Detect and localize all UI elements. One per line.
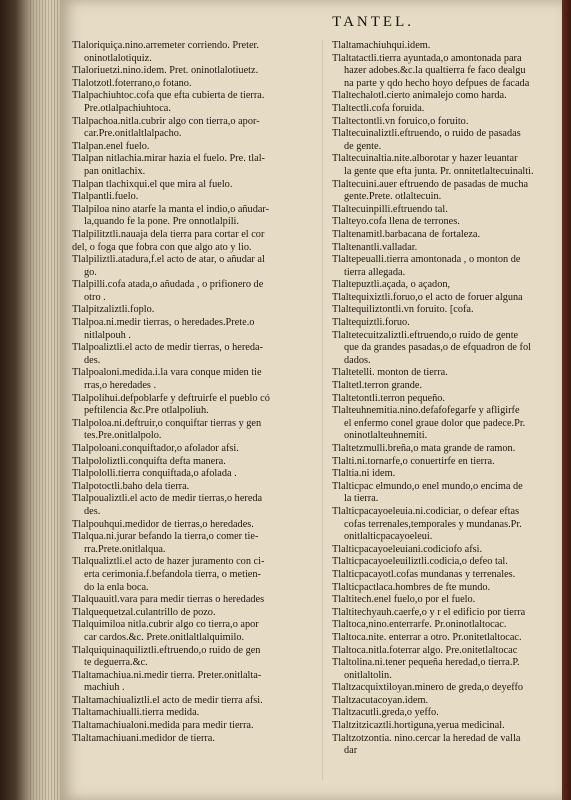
dictionary-line: Tlaltoca,nino.enterrarfe. Pr.oninotlaltocac. bbox=[332, 619, 507, 631]
dictionary-line: Tlalpololli.tierra conquiftada,o afolada . bbox=[72, 468, 237, 480]
book-cover-edge bbox=[561, 0, 571, 800]
dictionary-line: Tlaltia.ni idem. bbox=[332, 468, 396, 480]
dictionary-line: Tlalteyo.cofa llena de terrones. bbox=[332, 216, 460, 228]
dictionary-line: tierra allegada. bbox=[344, 266, 406, 278]
dictionary-line: Tlalpotoctli.baho dela tierra. bbox=[72, 480, 190, 492]
dictionary-line: Tlalpan.enel fuelo. bbox=[72, 140, 150, 152]
dictionary-line: de gente. bbox=[344, 140, 382, 152]
dictionary-line: la,quando fe la pone. Pre onnotlalpili. bbox=[84, 216, 239, 228]
dictionary-line: Tlaltoca.nitla.foterrar algo. Pre.onitetlaltocac bbox=[332, 644, 518, 656]
dictionary-line: Tlaltamachiualoni.medida para medir tierra. bbox=[72, 720, 254, 732]
dictionary-line: Tlaloriquiça.nino.arremeter corriendo. Preter. bbox=[72, 40, 259, 51]
dictionary-line: Tlalpoaloni.medida.i.la vara conque miden tie bbox=[72, 367, 262, 379]
dictionary-line: gente.Prete. otlaltecuin. bbox=[344, 191, 442, 203]
dictionary-line: que da grandes pasadas,o de efquadron de fol bbox=[344, 342, 531, 354]
dictionary-line: Tlalticpacayoeleuiani.codiciofo afsi. bbox=[332, 543, 483, 555]
dictionary-line: Tlalti.ni.tornarfe,o conuertirfe en tierra. bbox=[332, 455, 495, 467]
dictionary-line: Tlalpiloa nino atarfe la manta el indio,o añudar- bbox=[72, 203, 270, 215]
dictionary-line: Tlaltzacquixtiloyan.minero de greda,o deyeffo bbox=[332, 682, 524, 694]
dictionary-line: Tlalticpacayoeleuia.ni.codiciar, o defear eftas bbox=[332, 505, 520, 517]
dictionary-line: del, o foga que fobra con que algo ato y lio. bbox=[72, 241, 252, 253]
dictionary-line: des. bbox=[84, 354, 101, 366]
dictionary-line: Tlaltetecuitzaliztli.eftruendo,o ruido de gente bbox=[332, 329, 519, 341]
dictionary-line: rra.Prete.onitlalqua. bbox=[84, 543, 166, 555]
right-column bbox=[332, 40, 554, 758]
book-page-edges bbox=[0, 0, 62, 800]
dictionary-line: Tlalotzotl.foterrano,o fotano. bbox=[72, 77, 192, 89]
dictionary-line: Tlaltequiztli.foruo. bbox=[332, 317, 410, 329]
dictionary-line: car.Pre.onitlaltlalpacho. bbox=[84, 128, 182, 140]
dictionary-line: Tlalpolihui.defpoblarfe y deftruirfe el pueblo có bbox=[72, 392, 270, 404]
dictionary-line: la gente que efta junta. Pr. onnitetlaltecuinaltì. bbox=[344, 165, 534, 177]
dictionary-line: Tlalquiquinaquiliztli.eftruendo,o ruido de gen bbox=[72, 644, 261, 656]
dictionary-line: Tlaltenantli.valladar. bbox=[332, 241, 418, 253]
dictionary-line: Tlaltetontli.terron pequeño. bbox=[332, 392, 445, 404]
dictionary-line: Tlaltzacutli.greda,o yeffo. bbox=[332, 707, 439, 719]
dictionary-line: Tlalpoloani.conquiftador,o afolador afsi. bbox=[72, 443, 239, 454]
dictionary-line: Tlaltectli.cofa foruida. bbox=[332, 102, 425, 114]
dictionary-line: Tlaltolina.ni.tener pequeña heredad,o tierra.P. bbox=[332, 657, 520, 669]
dictionary-line: otro . bbox=[84, 291, 106, 303]
dictionary-line: Tlalqualiztli.el acto de hazer juramento con ci- bbox=[72, 556, 265, 568]
dictionary-line: Tlaltatactli.tierra ayuntada,o amontonada para bbox=[332, 52, 522, 64]
dictionary-line: Tlaltamachiualli.tierra medida. bbox=[72, 707, 200, 719]
dictionary-line: na parte y qdo hecho hoyo defpues de facada bbox=[344, 77, 530, 89]
dictionary-line: oninotlalotiquiz. bbox=[84, 52, 152, 64]
dictionary-line: Tlalpilli.cofa atada,o añudada , o prifionero de bbox=[72, 279, 264, 291]
dictionary-line: Tlaltequiliztontli.vn foruito. [cofa. bbox=[332, 304, 474, 316]
dictionary-line: Tlalticpacayotl.cofas mundanas y terrenales. bbox=[332, 568, 516, 580]
dictionary-line: do la enla boca. bbox=[84, 581, 149, 593]
dictionary-line: Tlaltecuini.auer eftruendo de pasadas de mucha bbox=[332, 178, 529, 190]
dictionary-line: Tlaltamachiualiztli.el acto de medir tierra afsi. bbox=[72, 694, 263, 706]
dictionary-line: Tlaltecuinpilli.eftruendo tal. bbox=[332, 203, 448, 215]
left-column bbox=[72, 40, 314, 745]
dictionary-line: des. bbox=[84, 505, 101, 517]
dictionary-line: Tlaltitechyauh.caerfe,o y r el edificio por tierra bbox=[332, 606, 526, 618]
dictionary-line: Tlaltetl.terron grande. bbox=[332, 380, 423, 392]
dictionary-line: la tierra. bbox=[344, 493, 379, 505]
dictionary-line: Pre.otlalpachiuhtoca. bbox=[84, 102, 171, 114]
dictionary-line: pan onitlachix. bbox=[84, 165, 146, 177]
dictionary-line: car cardos.&c. Prete.onitlaltlalquimilo. bbox=[84, 631, 245, 643]
column-divider bbox=[322, 40, 323, 780]
dictionary-line: Tlalpololiztli.conquifta defta manera. bbox=[72, 455, 226, 467]
dictionary-line: Tlalpilitztli.nauaja dela tierra para cortar el cor bbox=[72, 228, 265, 240]
dictionary-page bbox=[60, 0, 562, 800]
dictionary-line: Tlalpachoa.nitla.cubrir algo con tierra,o apor- bbox=[72, 115, 260, 127]
dictionary-line: rras,o heredades . bbox=[84, 380, 157, 392]
dictionary-line: Tlalpachiuhtoc.cofa que efta cubierta de tierra. bbox=[72, 90, 265, 102]
dictionary-line: Tlaltzotzontia. nino.cercar la heredad de valla bbox=[332, 732, 521, 744]
dictionary-line: Tlaltzitzicaztli.hortiguna,yerua medicinal. bbox=[332, 720, 505, 732]
dictionary-line: Tlaltetelli. monton de tierra. bbox=[332, 367, 448, 379]
dictionary-line: Tlalpoualiztli.el acto de medir tierras,o hereda bbox=[72, 493, 263, 505]
dictionary-line: Tlaltetzmulli.breña,o mata grande de ramon. bbox=[332, 443, 516, 454]
dictionary-line: Tlaltecuinaltia.nite.alborotar y hazer leuantar bbox=[332, 153, 518, 165]
dictionary-line: Tlalticpactlaca.hombres de fte mundo. bbox=[332, 581, 491, 593]
dictionary-line: hazer adobes.&c.la qualtierra fe faco dealgu bbox=[344, 65, 526, 77]
dictionary-line: Tlalticpac elmundo,o enel mundo,o encima de bbox=[332, 480, 523, 492]
running-title: TANTEL. bbox=[332, 14, 414, 30]
dictionary-line: te deguerra.&c. bbox=[84, 657, 148, 669]
dictionary-line: Tlalpiliztli.atadura,f.el acto de atar, o añudar al bbox=[72, 254, 265, 266]
dictionary-line: Tlalpan nitlachia.mirar hazia el fuelo. Pre. tlal- bbox=[72, 153, 265, 165]
dictionary-line: Tlalpoloa.ni.deftruir,o conquiftar tierras y gen bbox=[72, 417, 262, 429]
dictionary-line: onitlaltolin. bbox=[344, 669, 392, 681]
dictionary-line: erta cerimonia.f.befandola tierra, o metien- bbox=[84, 568, 261, 580]
dictionary-line: tes.Pre.onitlalpolo. bbox=[84, 430, 162, 442]
dictionary-line: Tlalticpacayoeleuiliztli.codicia,o defeo tal. bbox=[332, 556, 508, 568]
dictionary-line: oninotlalteuhnemiti. bbox=[344, 430, 428, 442]
dictionary-line: Tlalquequetzal.culantrillo de pozo. bbox=[72, 606, 216, 618]
dictionary-line: machiuh . bbox=[84, 682, 125, 694]
dictionary-line: Tlaltitech.enel fuelo,o por el fuelo. bbox=[332, 594, 476, 606]
dictionary-line: Tlalteuhnemitia.nino.defafofegarfe y afligirfe bbox=[332, 405, 520, 417]
dictionary-line: Tlaltectontli.vn foruico,o foruito. bbox=[332, 115, 469, 127]
dictionary-line: Tlalpantli.fuelo. bbox=[72, 191, 139, 203]
dictionary-line: Tlaltzacutacoyan.idem. bbox=[332, 694, 429, 706]
dictionary-line: Tlaltepeualli.tierra amontonada , o monton de bbox=[332, 254, 521, 266]
dictionary-line: Tlalpoa.ni.medir tierras, o heredades.Prete.o bbox=[72, 317, 255, 329]
dictionary-line: Tlaltamachiuani.medidor de tierra. bbox=[72, 732, 215, 744]
dictionary-line: Tlaltoca.nite. enterrar a otro. Pr.onitetlaltocac. bbox=[332, 631, 522, 643]
dictionary-line: Tlalpoaliztli.el acto de medir tierras, o hereda- bbox=[72, 342, 263, 354]
dictionary-line: Tlaltenamitl.barbacana de fortaleza. bbox=[332, 228, 481, 240]
dictionary-line: Tlalquimiloa nitla.cubrir algo co tierra,o apor bbox=[72, 619, 259, 631]
dictionary-line: dar bbox=[344, 745, 358, 757]
dictionary-line: Tlaltecuinaliztli.eftruendo, o ruido de pasadas bbox=[332, 128, 521, 140]
dictionary-line: cofas terrenales,temporales y mundanas.Pr. bbox=[344, 518, 522, 530]
dictionary-line: Tlalpouhqui.medidor de tierras,o heredades. bbox=[72, 518, 254, 530]
dictionary-line: peftilencia &c.Pre otlalpoliuh. bbox=[84, 405, 209, 417]
dictionary-line: Tlaltepuztli.açada, o açadon, bbox=[332, 279, 451, 291]
dictionary-line: dados. bbox=[344, 354, 371, 366]
dictionary-line: onitlalticpacayoeleui. bbox=[344, 531, 433, 543]
dictionary-line: go. bbox=[84, 266, 97, 278]
dictionary-line: Tlaltechalotl.cierto animalejo como harda. bbox=[332, 90, 507, 102]
dictionary-line: Tlalpitzaliztli.foplo. bbox=[72, 304, 155, 316]
dictionary-line: Tlalqua.ni.jurar befando la tierra,o comer tie- bbox=[72, 531, 259, 543]
dictionary-line: Tlaltamachiua.ni.medir tierra. Preter.onitlalta- bbox=[72, 669, 262, 681]
dictionary-line: Tlaltamachiuhqui.idem. bbox=[332, 40, 431, 51]
dictionary-line: nitlalpouh . bbox=[84, 329, 131, 341]
dictionary-line: Tlaltequixiztli.foruo,o el acto de foruer alguna bbox=[332, 291, 523, 303]
dictionary-line: Tlaloriuetzi.nino.idem. Pret. oninotlalotiuetz. bbox=[72, 65, 259, 77]
dictionary-line: el enfermo conel graue dolor que padece.Pr. bbox=[344, 417, 526, 429]
dictionary-line: Tlalquauitl.vara para medir tierras o heredades bbox=[72, 594, 265, 606]
dictionary-line: Tlalpan tlachixqui.el que mira al fuelo. bbox=[72, 178, 233, 190]
